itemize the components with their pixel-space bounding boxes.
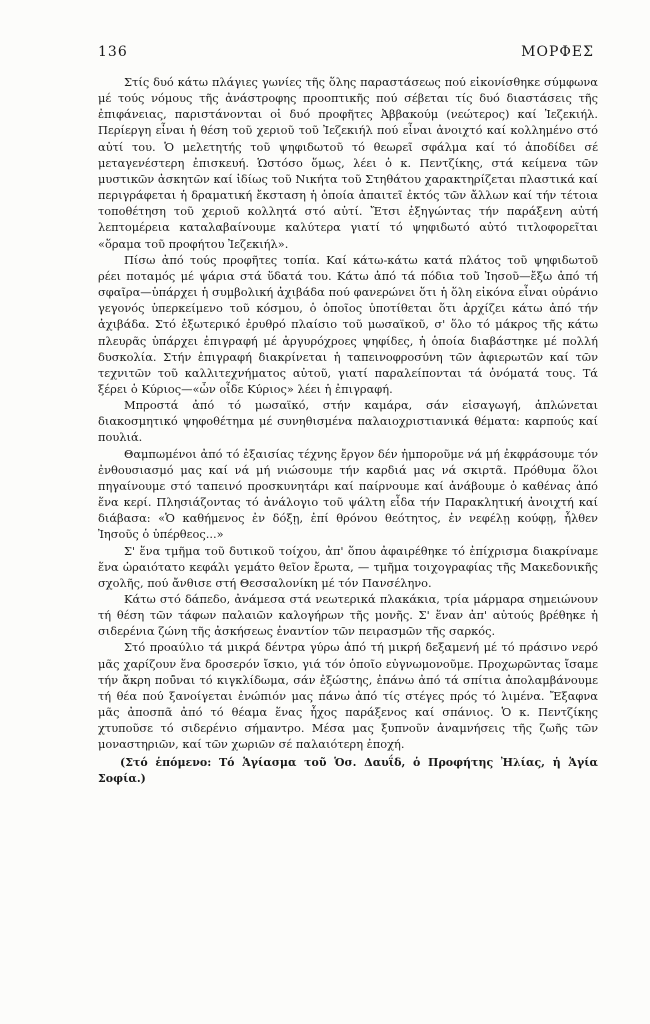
paragraph: Σ' ἕνα τμῆμα τοῦ δυτικοῦ τοίχου, ἀπ' ὅπου ἀφαιρέθηκε τό ἐπίχρισμα διακρίναμε ἕνα ὡραιότατο κεφάλι γεμάτο θεῖον ἔρωτα, — τμῆμα τοιχογραφίας τῆς Μακεδονικῆς σχολῆς, πού ἄνθισε στή Θεσσαλονίκη μέ τόν Πανσέληνο.	[98, 543, 598, 590]
journal-title: ΜΟΡΦΕΣ	[521, 44, 594, 60]
paragraph: Μπροστά ἀπό τό μωσαϊκό, στήν καμάρα, σάν εἰσαγωγή, ἁπλώνεται διακοσμητικό ψηφοθέτημα μέ συνηθισμένα παλαιοχριστιανικά θέματα: καρπούς καί πουλιά.	[98, 398, 598, 445]
paragraph: Πίσω ἀπό τούς προφῆτες τοπία. Καί κάτω-κάτω κατά πλάτος τοῦ ψηφιδωτοῦ ρέει ποταμός μέ ψάρια στά ὕδατά του. Κάτω ἀπό τά πόδια τοῦ Ἰησοῦ—ἔξω ἀπό τή σφαῖρα—ὑπάρχει ἡ συμβολική ἀχιβάδα πού φανερώνει ὅτι ἡ ὅλη εἰκόνα εἶναι οὐράνιο γεγονός ὑπερκείμενο τοῦ κόσμου, ὁ ὁποῖος ὑποτίθεται ὅτι ἀρχίζει κάτω ἀπό τήν ἀχιβάδα. Στό ἐξωτερικό ἐρυθρό πλαίσιο τοῦ μωσαϊκοῦ, σ' ὅλο τό μάκρος τῆς κάτω πλευρᾶς ὑπάρχει ἐπιγραφή μέ ἀργυρόχροες ψηφίδες, ἡ ὁποία διαβάστηκε μέ πολλή δυσκολία. Στήν ἐπιγραφή διακρίνεται ἡ ταπεινοφροσύνη τῶν ἀφιερωτῶν καί τῶν τεχνιτῶν τοῦ καλλιτεχνήματος αὐτοῦ, γιατί παραλείπονται τά ὀνόματά τους. Τά ξέρει ὁ Κύριος—«ὧν οἶδε Κύριος» λέει ἡ ἐπιγραφή.	[98, 252, 598, 396]
page-header	[98, 42, 594, 62]
paragraph: Στό προαύλιο τά μικρά δέντρα γύρω ἀπό τή μικρή δεξαμενή μέ τό πράσινο νερό μᾶς χαρίζουν ἕνα δροσερόν ἴσκιο, γιά τόν ὁποῖο εὐγνωμονοῦμε. Προχωρῶντας ἴσαμε τήν ἄκρη πού̃ναι τό κιγκλίδωμα, σάν ἐξώστης, ἐπάνω ἀπό τά σπίτια ἀπολαμβάνουμε τή θέα πού ξανοίγεται ἐνώπιόν μας πάνω ἀπό τίς στέγες πρός τό λιμένα. Ἔξαφνα μᾶς ἀποσπᾶ ἀπό τό θέαμα ἕνας ἦχος παράξενος καί σπάνιος. Ὁ κ. Πεντζίκης χτυποῦσε τό σιδερένιο σήμαντρο. Μέσα μας ξυπνοῦν ἀναμνήσεις τῆς ζωῆς τῶν μοναστηριῶν, καί τῶν χωριῶν σέ παλαιότερη ἐποχή.	[98, 640, 598, 752]
paragraph: Στίς δυό κάτω πλάγιες γωνίες τῆς ὅλης παραστάσεως πού εἰκονίσθηκε σύμφωνα μέ τούς νόμους τῆς ἀνάστροφης προοπτικῆς πού σέβεται τίς δυό διαστάσεις τῆς ἐπιφάνειας, παριστάνονται οἱ δυό προφῆτες Ἀββακούμ (νεώτερος) καί Ἰεζεκιήλ. Περίεργη εἶναι ἡ θέση τοῦ χεριοῦ τοῦ Ἰεζεκιήλ πού εἶναι ἀνοιχτό καί κολλημένο στό αὐτί του. Ὁ μελετητής τοῦ ψηφιδωτοῦ τό θεωρεῖ σφάλμα καί τό ἀποδίδει σέ μεταγενέστερη ἐπισκευή. Ὡστόσο ὅμως, λέει ὁ κ. Πεντζίκης, στά κείμενα τῶν μυστικῶν ἀσκητῶν καί ἰδίως τοῦ Νικήτα τοῦ Στηθάτου χαρακτηρίζεται πλαστικά καί περιγράφεται ἡ δραματική ἔκσταση ἡ ὁποία ἀπαιτεῖ ἐκτός τῶν ἄλλων καί τήν τέτοια τοποθέτηση τοῦ χεριοῦ κολλητά στό αὐτί. Ἔτσι ἐξηγώντας τήν παράξενη αὐτή λεπτομέρεια καταλαβαίνουμε καλύτερα γιατί τό ψηφιδωτό αὐτό τιτλοφορεῖται «ὅραμα τοῦ προφήτου Ἰεζεκιήλ».	[98, 75, 598, 251]
paragraph: Θαμπωμένοι ἀπό τό ἐξαισίας τέχνης ἔργον δέν ἠμποροῦμε νά μή ἐκφράσουμε τόν ἐνθουσιασμό μας καί νά μή νιώσουμε τήν καρδιά μας νά σκιρτᾶ. Πρόθυμα ὅλοι πηγαίνουμε στό ταπεινό προσκυνητάρι καί παίρνουμε καί ἀνάβουμε ὁ καθένας ἀπό ἕνα κερί. Πλησιάζοντας τό ἀνάλογιο τοῦ ψάλτη εἶδα τήν Παρακλητική ἀνοιχτή καί διάβασα: «Ὁ καθήμενος ἐν δόξῃ, ἐπί θρόνου θεότητος, ἐν νεφέλῃ κούφῃ, ἦλθεν Ἰησοῦς ὁ ὑπέρθεος...»	[98, 446, 598, 542]
paragraph: Κάτω στό δάπεδο, ἀνάμεσα στά νεωτερικά πλακάκια, τρία μάρμαρα σημειώνουν τή θέση τῶν τάφων παλαιῶν καλογήρων τῆς μονῆς. Σ' ἕναν ἀπ' αὐτούς βρέθηκε ἡ σιδερένια ζώνη τῆς ἀσκήσεως ἐναντίον τῶν πειρασμῶν τῆς σαρκός.	[98, 592, 598, 639]
page-number: 136	[98, 44, 128, 60]
next-issue-note: (Στό ἑπόμενο: Τό Ἁγίασμα τοῦ Ὁσ. Δαυΐδ, ὁ Προφήτης Ἠλίας, ἡ Ἁγία Σοφία.)	[98, 755, 598, 785]
article-body	[98, 74, 598, 787]
